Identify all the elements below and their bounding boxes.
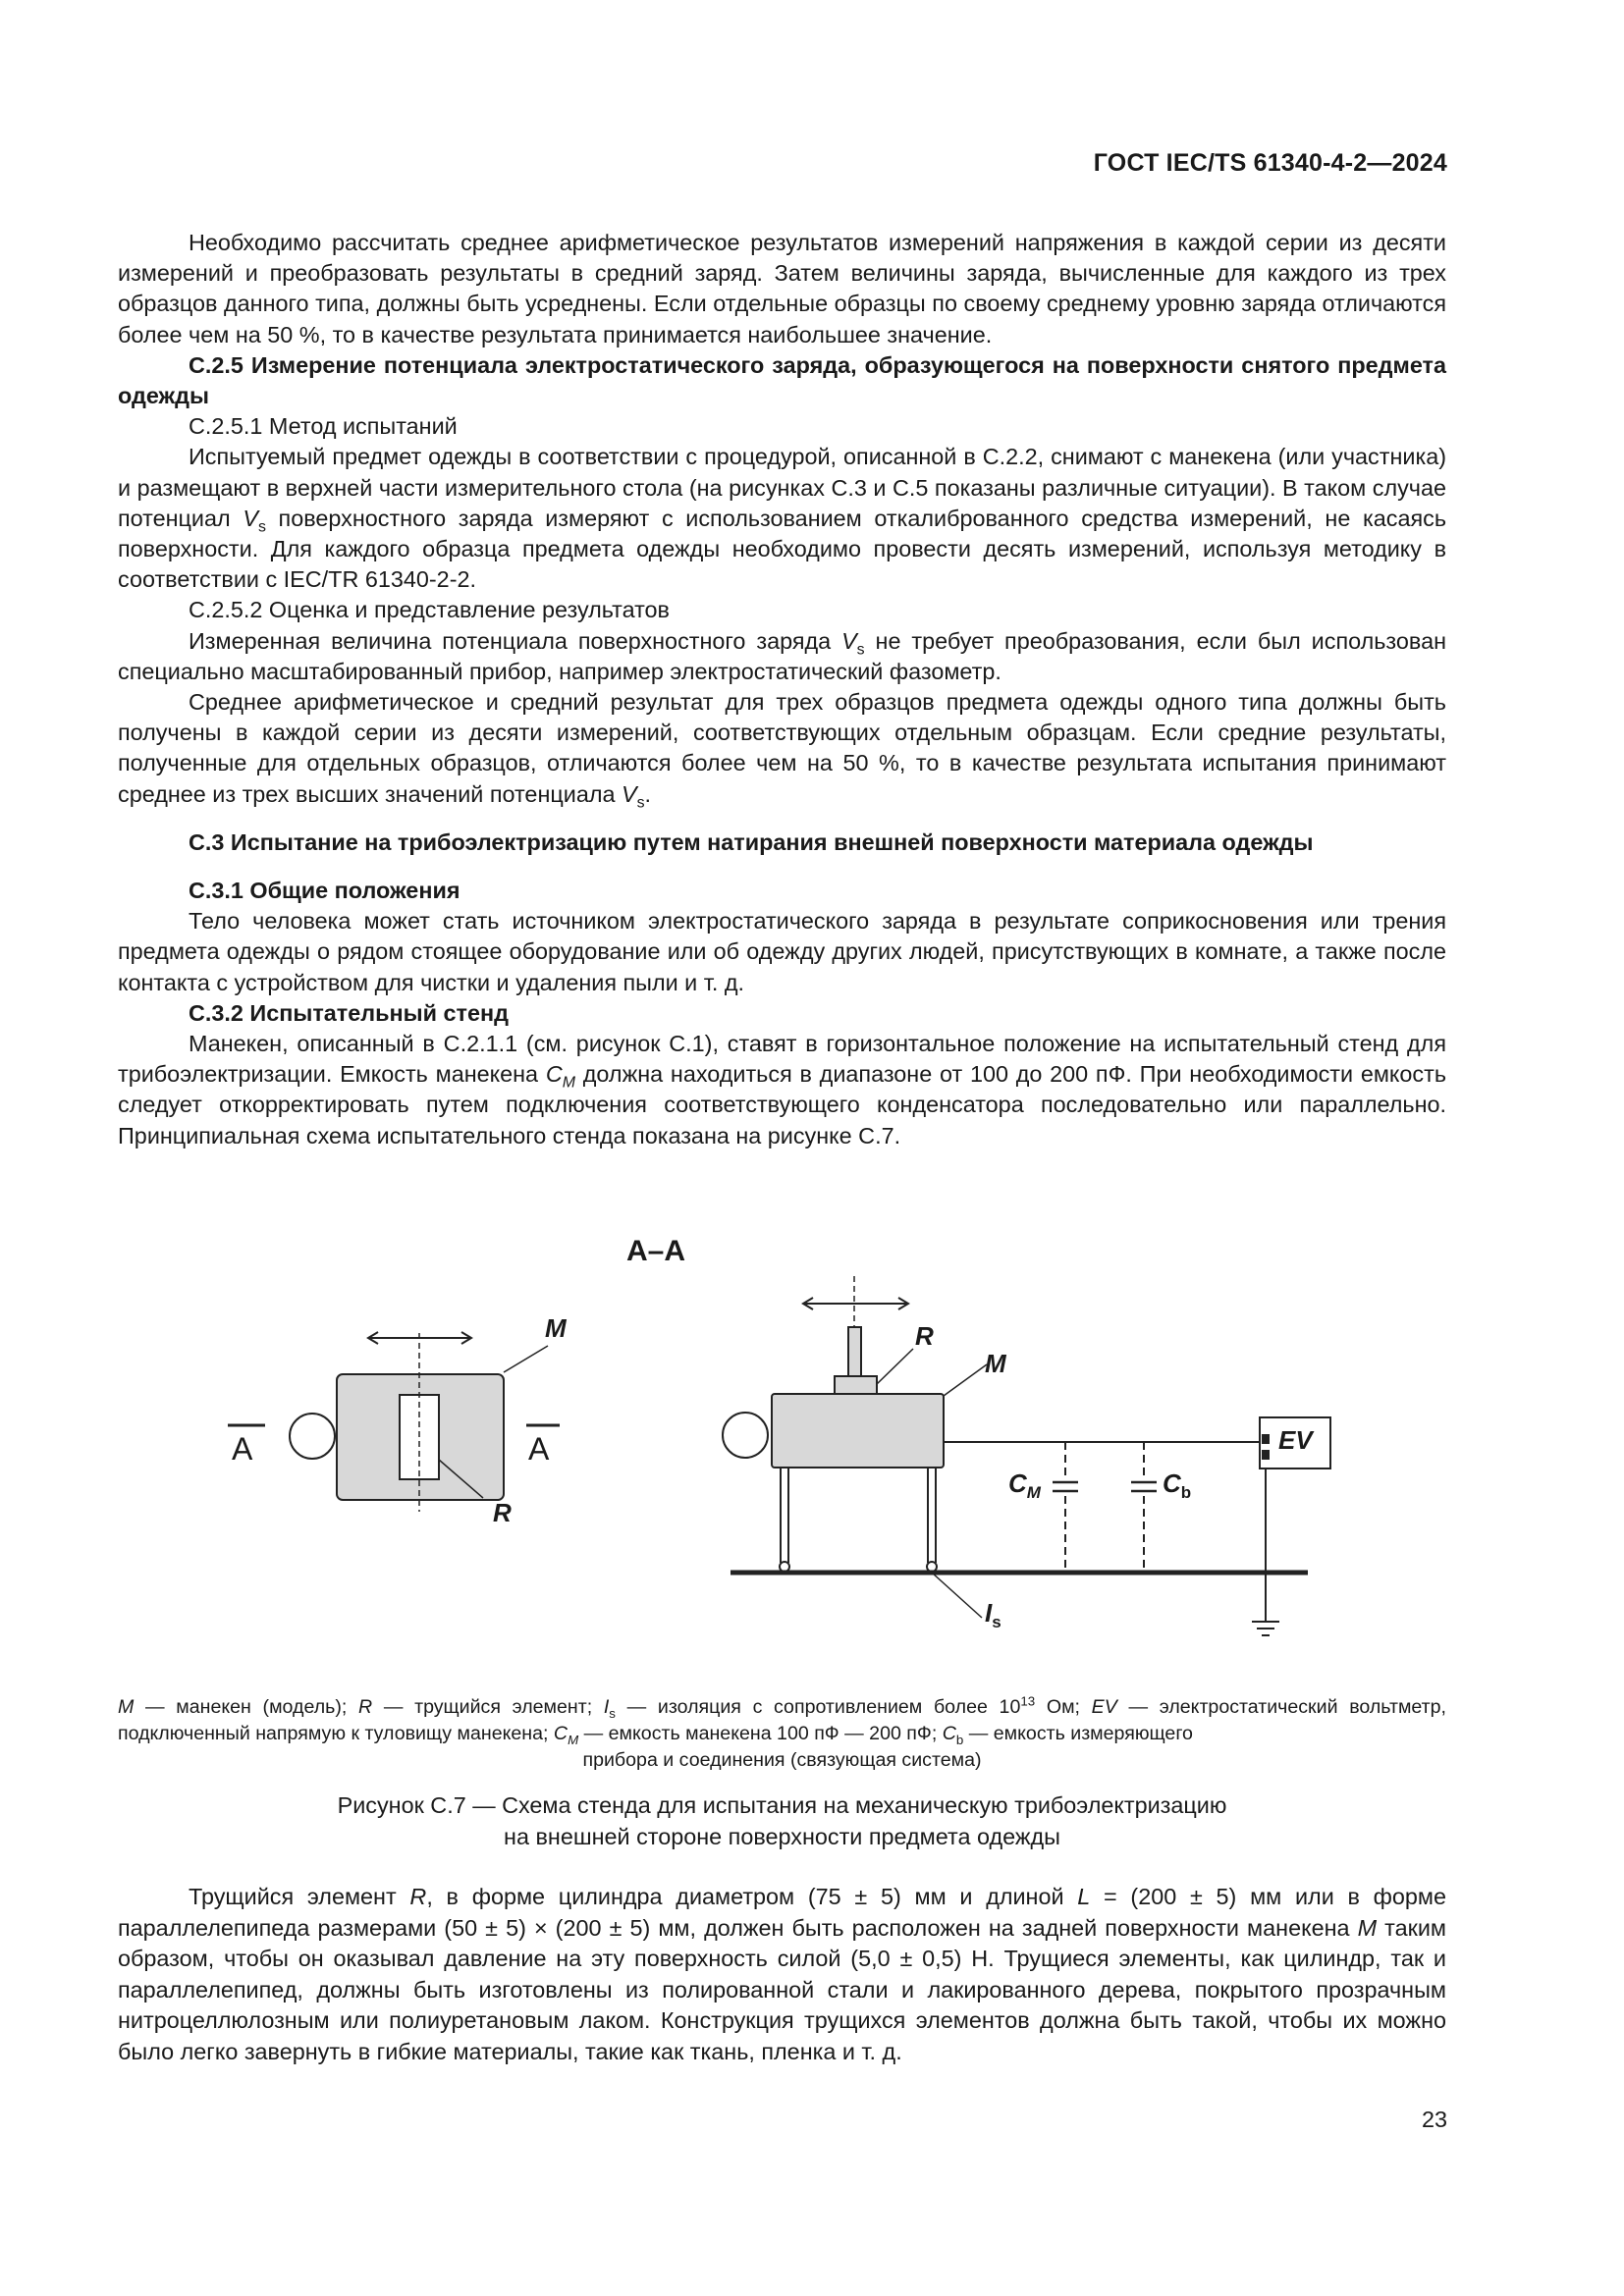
- mannequin-head-left: [290, 1414, 335, 1459]
- label-Cb: $C_b$: [1163, 1468, 1192, 1503]
- section-heading-c25: С.2.5 Измерение потенциала электростатического заряда, образующегося на поверхности снятого предмета одежды: [118, 351, 1446, 409]
- mannequin-body-side-view: [772, 1394, 944, 1468]
- figure-c7: [0, 1217, 1624, 1669]
- page-number: 23: [1421, 2107, 1447, 2132]
- figure-caption: Рисунок С.7 — Схема стенда для испытания на механическую трибоэлектризацию на внешней стороне поверхности предмета одежды: [337, 1792, 1227, 1849]
- subsection-heading-c251: С.2.5.1 Метод испытаний: [189, 413, 458, 440]
- subsection-heading-c32: С.3.2 Испытательный стенд: [189, 999, 509, 1026]
- label-Is: $I_s$: [985, 1598, 1001, 1632]
- figure-legend: M — манекен (модель); R — трущийся элемент; $I_s$ — изоляция с сопротивлением более $10^{13}$ Ом; EV — электростатический вольтметр, подключенный напрямую к туловищу манекена; $C_M$ — емкость манекена 100 пФ — 200 пФ; $C_b$ — емкость измеряющего прибора и соединения (связующая система): [118, 1693, 1446, 1771]
- leader-M-left: [504, 1346, 548, 1372]
- paragraph: Испытуемый предмет одежды в соответствии с процедурой, описанной в С.2.2, снимают с манекена (или участника) и размещают в верхней части измерительного стола (на рисунках С.3 и С.5 показаны различные ситуации). В таком случае потенциал $V_s$ поверхностного заряда измеряют с использованием откалиброванного средства измерений, не касаясь поверхности. Для каждого образца предмета одежды необходимо провести десять измерений, используя методику в соответствии с IEC/TR 61340-2-2.: [118, 444, 1447, 593]
- paragraph: Трущийся элемент R, в форме цилиндра диаметром (75 ± 5) мм и длиной L = (200 ± 5) мм или в форме параллелепипеда размерами (50 ± 5) × (200 ± 5) мм, должен быть расположен на задней поверхности манекена M таким образом, чтобы он оказывал давление на эту поверхность силой (5,0 ± 0,5) Н. Трущиеся элементы, как цилиндр, так и параллелепипед, должны быть изготовлены из полированной стали и лакированного дерева, покрытого прозрачным нитроцеллюлозным или полиуретановым лаком. Конструкция трущихся элементов должна быть такой, чтобы их можно было легко завернуть в гибкие материалы, такие как ткань, пленка и т. д.: [118, 1884, 1446, 2064]
- document-id: ГОСТ IEC/TS 61340-4-2—2024: [1093, 149, 1447, 177]
- paragraph: Необходимо рассчитать среднее арифметическое результатов измерений напряжения в каждой серии из десяти измерений и преобразовать результаты в средний заряд. Затем величины заряда, вычисленные для каждого из трех образцов данного типа, должны быть усреднены. Если отдельные образцы по своему среднему уровню заряда отличаются более чем на 50 %, то в качестве результата принимается наибольшее значение.: [118, 230, 1446, 347]
- section-title: А–А: [626, 1235, 686, 1267]
- leader-R-right: [877, 1349, 913, 1384]
- rubbing-rod: [848, 1327, 861, 1376]
- main-text: [118, 228, 1446, 1151]
- mannequin-head-right: [723, 1413, 768, 1458]
- section-mark-right: А: [528, 1431, 550, 1467]
- label-M-right: M: [985, 1349, 1006, 1378]
- rubbing-element-side-view: [835, 1376, 877, 1394]
- label-R-left: R: [493, 1498, 512, 1527]
- section-mark-left: А: [232, 1431, 253, 1467]
- paragraph: Среднее арифметическое и средний результат для трех образцов предмета одежды одного типа должны быть получены в каждой серии из десяти измерений, соответствующих отдельным образцам. Если средние результаты, полученные для отдельных образцов, отличаются более чем на 50 %, то в качестве результата испытания принимают среднее из трех высших значений потенциала $V_s$.: [118, 689, 1446, 812]
- closing-text: [118, 1882, 1446, 2067]
- section-heading-c3: С.3 Испытание на трибоэлектризацию путем натирания внешней поверхности материала одежды: [189, 828, 1314, 855]
- subsection-heading-c252: С.2.5.2 Оценка и представление результатов: [189, 597, 670, 623]
- label-R-right: R: [915, 1321, 934, 1351]
- label-EV: EV: [1278, 1425, 1313, 1455]
- leader-Is: [932, 1573, 982, 1618]
- paragraph: Тело человека может стать источником электростатического заряда в результате соприкосновения или трения предмета одежды о рядом стоящее оборудование или об одежду других людей, присутствующих в комнате, а также после контакта с устройством для чистки и удаления пыли и т. д.: [118, 908, 1446, 995]
- label-M-left: M: [545, 1313, 567, 1343]
- paragraph: Манекен, описанный в С.2.1.1 (см. рисунок С.1), ставят в горизонтальное положение на испытательный стенд для трибоэлектризации. Емкость манекена $C_M$ должна находиться в диапазоне от 100 до 200 пФ. При необходимости емкость следует откорректировать путем подключения соответствующего конденсатора последовательно или параллельно. Принципиальная схема испытательного стенда показана на рисунке С.7.: [118, 1031, 1447, 1148]
- paragraph: Измеренная величина потенциала поверхностного заряда $V_s$ не требует преобразования, если был использован специально масштабированный прибор, например электростатический фазометр.: [118, 627, 1446, 684]
- subsection-heading-c31: С.3.1 Общие положения: [189, 878, 460, 904]
- label-CM: $C_M$: [1008, 1468, 1041, 1503]
- leader-M-right: [944, 1364, 987, 1396]
